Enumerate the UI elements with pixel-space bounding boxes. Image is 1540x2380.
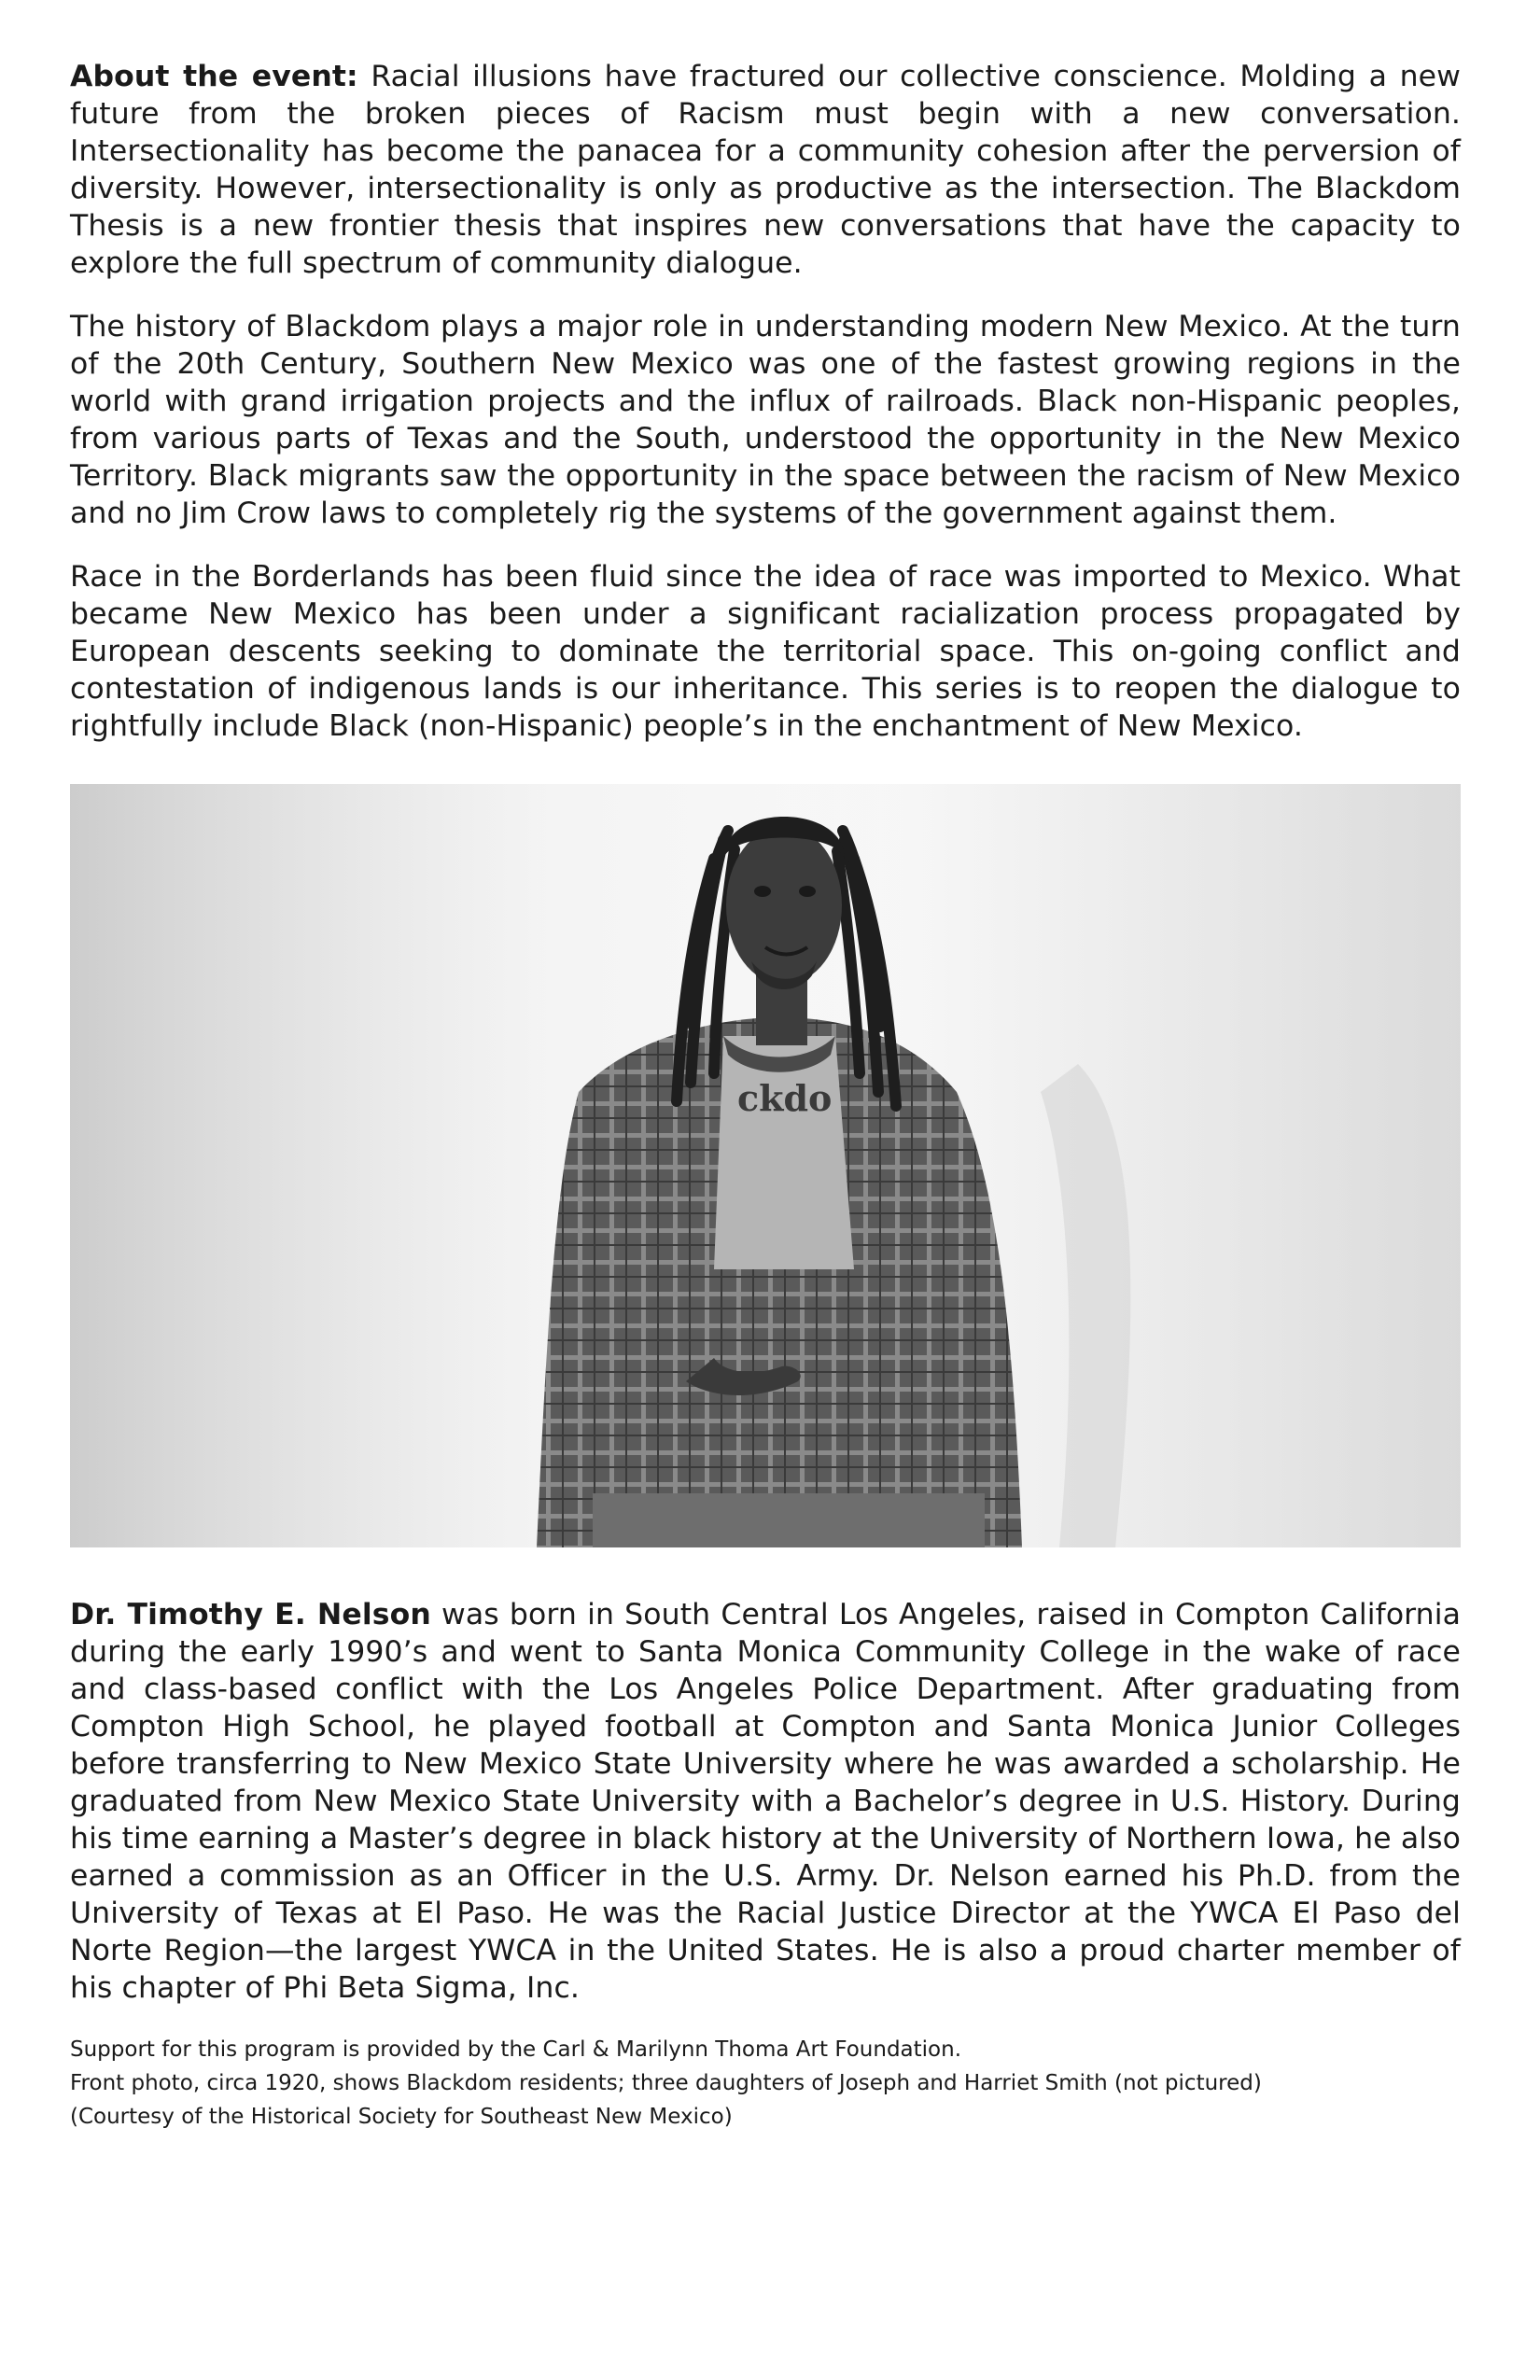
shirt-text: ckdo [737,1077,833,1119]
speaker-bio-text: was born in South Central Los Angeles, raised in Compton California during the early 1990’s and went to Santa Monica Community College in the wake of race and class-based conflict with the Los Angeles Police Department. After graduating from Compton High School, he played football at Compton and Santa Monica Junior Colleges before transferring to New Mexico State University where he was awarded a scholarship. He graduated from New Mexico State University with a Bachelor’s degree in U.S. History. During his time earning a Master’s degree in black history at the University of Northern Iowa, he also earned a commission as an Officer in the U.S. Army. Dr. Nelson earned his Ph.D. from the University of Texas at El Paso. He was the Racial Justice Director at the YWCA El Paso del Norte Region—the largest YWCA in the United States. He is also a proud charter member of his chapter of Phi Beta Sigma, Inc. [70,1598,1462,2005]
front-photo-note: Front photo, circa 1920, shows Blackdom residents; three daughters of Joseph and Harriet Smith (not pictured) [70,2071,1262,2095]
speaker-name: Dr. Timothy E. Nelson [70,1598,431,1631]
courtesy-note: (Courtesy of the Historical Society for Southeast New Mexico) [70,2105,733,2129]
footnotes [70,2033,1461,2134]
support-note: Support for this program is provided by the Carl & Marilynn Thoma Art Foundation. [70,2037,962,2062]
borderlands-paragraph: Race in the Borderlands has been fluid since the idea of race was imported to Mexico. What became New Mexico has been under a significant racialization process propagated by European descents seeking to dominate the territorial space. This on-going conflict and contestation of indigenous lands is our inheritance. This series is to reopen the dialogue to rightfully include Black (non-Hispanic) people’s in the enchantment of New Mexico. [70,560,1461,743]
about-event-paragraph [70,58,1461,282]
about-event-lead: About the event: [70,60,358,93]
speaker-bio-paragraph [70,1596,1461,2007]
speaker-photo [70,784,1461,1547]
blackdom-history-paragraph: The history of Blackdom plays a major role in understanding modern New Mexico. At the turn of the 20th Century, Southern New Mexico was one of the fastest growing regions in the world with grand irrigation projects and the influx of railroads. Black non-Hispanic peoples, from various parts of Texas and the South, understood the opportunity in the New Mexico Territory. Black migrants saw the opportunity in the space between the racism of New Mexico and no Jim Crow laws to completely rig the systems of the government against them. [70,310,1461,530]
page-content [70,58,1461,2134]
about-event-text: Racial illusions have fractured our collective conscience. Molding a new future from the broken pieces of Racism must begin with a new conversation. Intersectionality has become the panacea for a community cohesion after the perversion of diversity. However, intersectionality is only as productive as the intersection. The Blackdom Thesis is a new frontier thesis that inspires new conversations that have the capacity to explore the full spectrum of community dialogue. [70,60,1461,280]
